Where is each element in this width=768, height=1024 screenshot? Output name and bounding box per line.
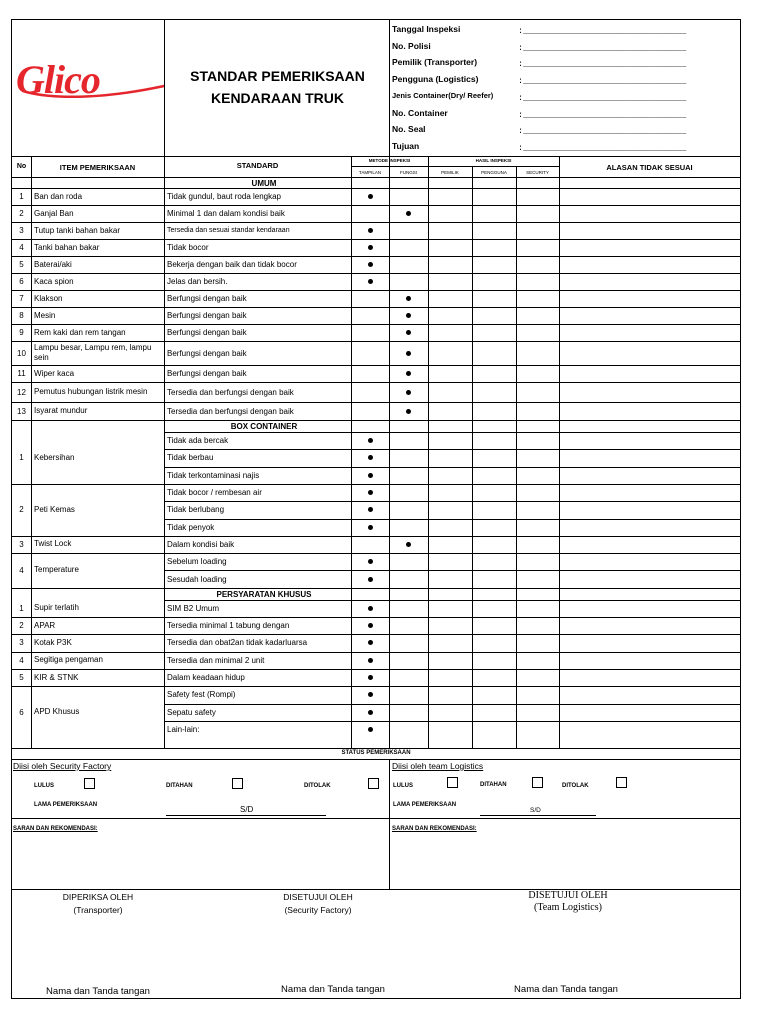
ditahan-checkbox-left[interactable] bbox=[232, 778, 243, 789]
check-dot-icon bbox=[368, 692, 373, 697]
row-standard: Tidak berlubang bbox=[167, 505, 225, 515]
row-standard: Tidak penyok bbox=[167, 522, 215, 532]
check-dot-icon bbox=[406, 542, 411, 547]
row-number: 7 bbox=[19, 294, 24, 303]
row-item-name: Klakson bbox=[34, 293, 63, 303]
form-title-line2: KENDARAAN TRUK bbox=[211, 90, 344, 106]
sig-name-transporter: Nama dan Tanda tangan bbox=[46, 986, 150, 997]
col-hasil: HASIL INSPEKSI bbox=[475, 158, 512, 163]
check-dot-icon bbox=[368, 710, 373, 715]
col-tampilan: TAMPILAN bbox=[358, 170, 382, 175]
check-dot-icon bbox=[368, 507, 373, 512]
check-dot-icon bbox=[368, 455, 373, 460]
row-number: 2 bbox=[19, 621, 24, 631]
header-field-input[interactable]: :________________________________ bbox=[518, 59, 687, 69]
ditahan-label-right: DITAHAN bbox=[480, 782, 507, 788]
check-dot-icon bbox=[406, 390, 411, 395]
row-number: 10 bbox=[17, 348, 26, 358]
row-item-name: Rem kaki dan rem tangan bbox=[34, 327, 126, 337]
check-dot-icon bbox=[368, 438, 373, 443]
row-number: 4 bbox=[19, 243, 24, 252]
check-dot-icon bbox=[406, 371, 411, 376]
row-number: 4 bbox=[19, 655, 24, 665]
row-number: 3 bbox=[19, 638, 24, 648]
sig-name-logistics: Nama dan Tanda tangan bbox=[514, 984, 618, 995]
row-item-name: Segitiga pengaman bbox=[34, 655, 103, 665]
check-dot-icon bbox=[368, 262, 373, 267]
row-number: 1 bbox=[19, 453, 24, 463]
col-pengguna: PENGGUNA bbox=[481, 170, 507, 175]
row-number: 3 bbox=[19, 226, 24, 235]
ditolak-checkbox-left[interactable] bbox=[368, 778, 379, 789]
row-item-name: Twist Lock bbox=[34, 539, 72, 549]
row-number: 5 bbox=[19, 260, 24, 269]
sig-name-security: Nama dan Tanda tangan bbox=[281, 984, 385, 995]
row-standard: Berfungsi dengan baik bbox=[167, 328, 247, 337]
check-dot-icon bbox=[368, 727, 373, 732]
saran-label-left: SARAN DAN REKOMENDASI: bbox=[13, 826, 98, 832]
check-dot-icon bbox=[368, 490, 373, 495]
check-dot-icon bbox=[406, 296, 411, 301]
row-standard: Safety fest (Rompi) bbox=[167, 690, 236, 700]
row-standard: Dalam kondisi baik bbox=[167, 539, 235, 549]
row-standard: Tersedia minimal 1 tabung dengan bbox=[167, 621, 290, 631]
row-item-name: Pemutus hubungan listrik mesin bbox=[34, 387, 148, 396]
header-field-label: Tanggal Inspeksi bbox=[392, 24, 461, 34]
row-standard: Tersedia dan minimal 2 unit bbox=[167, 655, 265, 665]
row-item-name: Tanki bahan bakar bbox=[34, 242, 100, 252]
saran-label-right: SARAN DAN REKOMENDASI: bbox=[392, 826, 477, 832]
row-item-name: Kaca spion bbox=[34, 276, 74, 286]
check-dot-icon bbox=[406, 409, 411, 414]
row-standard: Tersedia dan berfungsi dengan baik bbox=[167, 387, 294, 397]
header-field-label: No. Seal bbox=[392, 124, 426, 134]
check-dot-icon bbox=[368, 606, 373, 611]
row-item-name: Kebersihan bbox=[34, 452, 75, 462]
row-standard: Tidak ada bercak bbox=[167, 436, 229, 446]
row-standard: Dalam keadaan hidup bbox=[167, 673, 245, 683]
row-standard: Berfungsi dengan baik bbox=[167, 294, 247, 303]
row-number: 11 bbox=[17, 369, 26, 378]
col-pemilik: PEMILIK bbox=[441, 170, 459, 175]
row-number: 6 bbox=[19, 707, 24, 717]
row-standard: Berfungsi dengan baik bbox=[167, 311, 247, 320]
check-dot-icon bbox=[368, 279, 373, 284]
row-standard: Tersedia dan sesuai standar kendaraan bbox=[167, 227, 290, 234]
row-standard: Tersedia dan obat2an tidak kadarluarsa bbox=[167, 638, 308, 648]
row-item-name: APD Khusus bbox=[34, 707, 80, 717]
sig-sub: (Security Factory) bbox=[284, 905, 352, 915]
ditolak-label-right: DITOLAK bbox=[562, 783, 589, 789]
check-dot-icon bbox=[406, 351, 411, 356]
row-number: 13 bbox=[17, 406, 26, 416]
sig-sub: (Transporter) bbox=[73, 905, 123, 915]
section-persyaratan-khusus: PERSYARATAN KHUSUS bbox=[216, 589, 312, 599]
ditahan-label-left: DITAHAN bbox=[166, 783, 193, 789]
sig-title: DISETUJUI OLEH bbox=[283, 892, 353, 902]
row-item-name: Supir terlatih bbox=[34, 603, 79, 613]
header-field-input[interactable]: :________________________________ bbox=[518, 126, 687, 136]
check-dot-icon bbox=[368, 559, 373, 564]
row-standard: Tersedia dan berfungsi dengan baik bbox=[167, 406, 294, 416]
lama-label-right: LAMA PEMERIKSAAN bbox=[393, 802, 457, 808]
header-field-input[interactable]: :________________________________ bbox=[518, 143, 687, 153]
col-security: SECURITY bbox=[526, 170, 549, 175]
col-no: No bbox=[16, 163, 27, 170]
row-number: 3 bbox=[19, 539, 24, 549]
header-field-label: No. Polisi bbox=[392, 41, 431, 51]
col-standard: STANDARD bbox=[236, 161, 279, 170]
col-item: ITEM PEMERIKSAAN bbox=[59, 163, 136, 172]
row-standard: Sepatu safety bbox=[167, 707, 216, 717]
row-item-name: Tutup tanki bahan bakar bbox=[34, 225, 120, 235]
row-item-name: Baterai/aki bbox=[34, 259, 72, 269]
header-field-input[interactable]: :________________________________ bbox=[518, 93, 687, 103]
sig-title: DIPERIKSA OLEH bbox=[62, 892, 134, 902]
header-field-input[interactable]: :________________________________ bbox=[518, 110, 687, 120]
ditolak-label-left: DITOLAK bbox=[304, 783, 331, 789]
status-left-title: Diisi oleh Security Factory bbox=[13, 761, 112, 771]
signature-security bbox=[232, 892, 404, 915]
header-field-label: Jenis Container(Dry/ Reefer) bbox=[392, 91, 494, 100]
row-standard: Tidak terkontaminasi najis bbox=[167, 470, 260, 480]
row-standard: Bekerja dengan baik dan tidak bocor bbox=[167, 260, 297, 269]
section-umum: UMUM bbox=[251, 179, 277, 188]
row-standard: Tidak gundul, baut roda lengkap bbox=[167, 192, 282, 201]
row-standard: Tidak bocor bbox=[167, 243, 209, 252]
row-number: 6 bbox=[19, 277, 24, 286]
row-standard: Berfungsi dengan baik bbox=[167, 348, 247, 358]
row-number: 12 bbox=[17, 387, 26, 397]
header-field-label: Pemilik (Transporter) bbox=[392, 57, 478, 67]
check-dot-icon bbox=[368, 228, 373, 233]
header-field-label: Tujuan bbox=[392, 141, 420, 151]
check-dot-icon bbox=[368, 675, 373, 680]
row-standard: Jelas dan bersih. bbox=[167, 277, 228, 286]
row-number: 8 bbox=[19, 311, 24, 320]
sig-sub: (Team Logistics) bbox=[534, 902, 602, 913]
row-item-name: Wiper kaca bbox=[34, 368, 75, 378]
check-dot-icon bbox=[368, 577, 373, 582]
row-standard: Tidak bocor / rembesan air bbox=[167, 488, 262, 498]
check-dot-icon bbox=[406, 211, 411, 216]
lulus-checkbox-left[interactable] bbox=[84, 778, 95, 789]
col-fungsi: FUNGSI bbox=[399, 170, 417, 175]
check-dot-icon bbox=[406, 330, 411, 335]
sd-left: S/D bbox=[240, 805, 254, 814]
row-standard: Berfungsi dengan baik bbox=[167, 369, 247, 378]
row-item-name: Temperature bbox=[34, 565, 79, 575]
row-item-name: Mesin bbox=[34, 310, 56, 320]
row-item-name: Ganjal Ban bbox=[34, 208, 74, 218]
status-heading: STATUS PEMERIKSAAN bbox=[341, 750, 411, 756]
header-field-input[interactable]: :________________________________ bbox=[518, 76, 687, 86]
row-number: 2 bbox=[19, 505, 24, 515]
header-field-label: Pengguna (Logistics) bbox=[392, 74, 479, 84]
check-dot-icon bbox=[368, 658, 373, 663]
row-standard: Sebelum loading bbox=[167, 557, 227, 567]
inspection-form bbox=[11, 19, 741, 999]
signature-logistics bbox=[482, 890, 654, 913]
row-item-name: APAR bbox=[34, 620, 56, 630]
lulus-checkbox-right[interactable] bbox=[447, 777, 458, 788]
row-standard: Lain-lain: bbox=[167, 724, 200, 734]
signature-transporter bbox=[12, 892, 184, 915]
row-number: 2 bbox=[19, 209, 24, 218]
sd-right: S/D bbox=[530, 807, 541, 814]
ditahan-checkbox-right[interactable] bbox=[532, 777, 543, 788]
row-number: 1 bbox=[19, 603, 24, 613]
status-right-title: Diisi oleh team Logistics bbox=[392, 761, 484, 771]
check-dot-icon bbox=[368, 194, 373, 199]
ditolak-checkbox-right[interactable] bbox=[616, 777, 627, 788]
check-dot-icon bbox=[368, 640, 373, 645]
header-field-input[interactable]: :________________________________ bbox=[518, 43, 687, 53]
check-dot-icon bbox=[368, 525, 373, 530]
row-number: 1 bbox=[19, 192, 24, 201]
row-item-name: Isyarat mundur bbox=[34, 406, 88, 415]
form-title-line1: STANDAR PEMERIKSAAN bbox=[190, 68, 365, 84]
row-item-name: KIR & STNK bbox=[34, 672, 79, 682]
row-standard: SIM B2 Umum bbox=[167, 603, 220, 613]
lulus-label-left: LULUS bbox=[34, 783, 54, 789]
glico-logo: Glico bbox=[16, 57, 100, 102]
header-field-label: No. Container bbox=[392, 108, 448, 118]
sig-title: DISETUJUI OLEH bbox=[528, 890, 608, 901]
section-box-container: BOX CONTAINER bbox=[230, 422, 298, 431]
row-number: 5 bbox=[19, 673, 24, 683]
row-item-name: Peti Kemas bbox=[34, 504, 75, 514]
header-field-input[interactable]: :________________________________ bbox=[518, 26, 687, 36]
check-dot-icon bbox=[406, 313, 411, 318]
row-item-name: Kotak P3K bbox=[34, 637, 72, 647]
col-metode: METODE INSPEKSI bbox=[368, 158, 411, 163]
check-dot-icon bbox=[368, 473, 373, 478]
check-dot-icon bbox=[368, 623, 373, 628]
col-alasan: ALASAN TIDAK SESUAI bbox=[606, 163, 693, 172]
lulus-label-right: LULUS bbox=[393, 783, 413, 789]
row-item-name: Ban dan roda bbox=[34, 191, 83, 201]
check-dot-icon bbox=[368, 245, 373, 250]
row-number: 9 bbox=[19, 328, 24, 337]
row-item-name: Lampu besar, Lampu rem, lampu sein bbox=[34, 343, 152, 362]
saran-textarea-right[interactable] bbox=[392, 835, 738, 887]
lama-label-left: LAMA PEMERIKSAAN bbox=[34, 802, 98, 808]
row-standard: Tidak berbau bbox=[167, 453, 214, 463]
saran-textarea-left[interactable] bbox=[13, 835, 387, 887]
row-number: 4 bbox=[19, 565, 24, 575]
row-standard: Sesudah loading bbox=[167, 574, 227, 584]
row-standard: Minimal 1 dan dalam kondisi baik bbox=[167, 209, 285, 218]
